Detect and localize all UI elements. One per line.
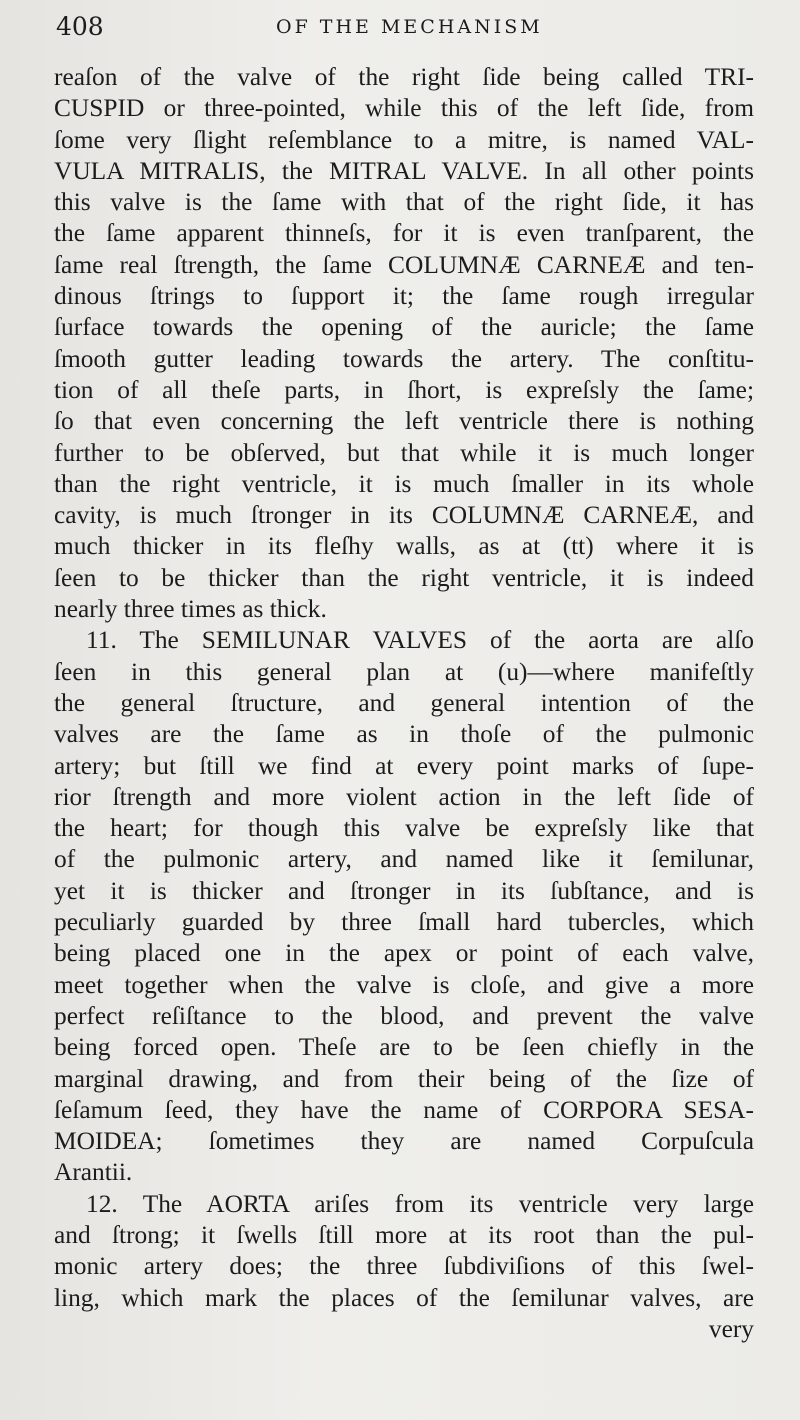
text-line: monic artery does; the three ſubdiviſions of this ſwel- [54,1252,754,1281]
text-line: rior ſtrength and more violent action in the left ſide of [54,782,754,811]
text-line: ling, which mark the places of the ſemilunar valves, are [54,1283,754,1312]
text-line: marginal drawing, and from their being of the ſize of [54,1064,754,1093]
text-line: being placed one in the apex or point of each valve, [54,939,754,968]
text-line: valves are the ſame as in thoſe of the pulmonic [54,720,754,749]
text-line: meet together when the valve is cloſe, and give a more [54,970,754,999]
text-line: cavity, is much ſtronger in its COLUMNÆ CARNEÆ, and [54,501,754,530]
paragraph-start-line: 12. The AORTA ariſes from its ventricle very large [86,1189,754,1218]
text-line: peculiarly guarded by three ſmall hard tubercles, which [54,908,754,937]
text-line: MOIDEA; ſometimes they are named Corpuſcula [54,1127,754,1156]
text-line: of the pulmonic artery, and named like it ſemilunar, [54,845,754,874]
page-header [56,10,750,44]
text-line: the ſame apparent thinneſs, for it is even tranſparent, the [54,219,754,248]
text-line: yet it is thicker and ſtronger in its ſubſtance, and is [54,876,754,905]
text-line: ſurface towards the opening of the auricle; the ſame [54,313,754,342]
text-line: dinous ſtrings to ſupport it; the ſame rough irregular [54,282,754,311]
paragraph-end-line: Arantii. [54,1158,133,1187]
text-line: VULA MITRALIS, the MITRAL VALVE. In all other points [54,156,754,185]
text-line: the heart; for though this valve be expreſsly like that [54,814,754,843]
text-line: ſame real ſtrength, the ſame COLUMNÆ CARNEÆ and ten- [54,250,754,279]
page-number: 408 [56,12,104,41]
catchword: very [708,1314,754,1343]
text-line: ſeen to be thicker than the right ventricle, it is indeed [54,563,754,592]
paragraph-start-line: 11. The SEMILUNAR VALVES of the aorta are alſo [86,626,754,655]
paragraph-end-line: nearly three times as thick. [54,595,327,624]
text-line: ſome very ſlight reſemblance to a mitre, is named VAL- [54,125,754,154]
text-line: artery; but ſtill we find at every point marks of ſupe- [54,751,754,780]
text-line: perfect reſiſtance to the blood, and prevent the valve [54,1001,754,1030]
text-line: and ſtrong; it ſwells ſtill more at its root than the pul- [54,1220,754,1249]
text-line: reaſon of the valve of the right ſide being called TRI- [54,63,754,91]
text-line: further to be obſerved, but that while it is much longer [54,438,754,467]
body-text [54,62,754,1345]
text-line: the general ſtructure, and general intention of the [54,688,754,717]
text-line: being forced open. Theſe are to be ſeen chiefly in the [54,1033,754,1062]
text-line: much thicker in its fleſhy walls, as at (tt) where it is [54,532,754,561]
text-line: ſeen in this general plan at (u)—where manifeſtly [54,657,754,686]
text-line: tion of all theſe parts, in ſhort, is expreſsly the ſame; [54,375,754,404]
text-line: ſeſamum ſeed, they have the name of CORPORA SESA- [54,1095,754,1124]
text-line: ſmooth gutter leading towards the artery. The conſtitu- [54,344,754,373]
running-head: OF THE MECHANISM [276,16,543,38]
text-line: ſo that even concerning the left ventricle there is nothing [54,407,754,436]
text-line: than the right ventricle, it is much ſmaller in its whole [54,469,754,498]
text-line: CUSPID or three-pointed, while this of the left ſide, from [54,94,754,123]
text-line: this valve is the ſame with that of the right ſide, it has [54,188,754,217]
